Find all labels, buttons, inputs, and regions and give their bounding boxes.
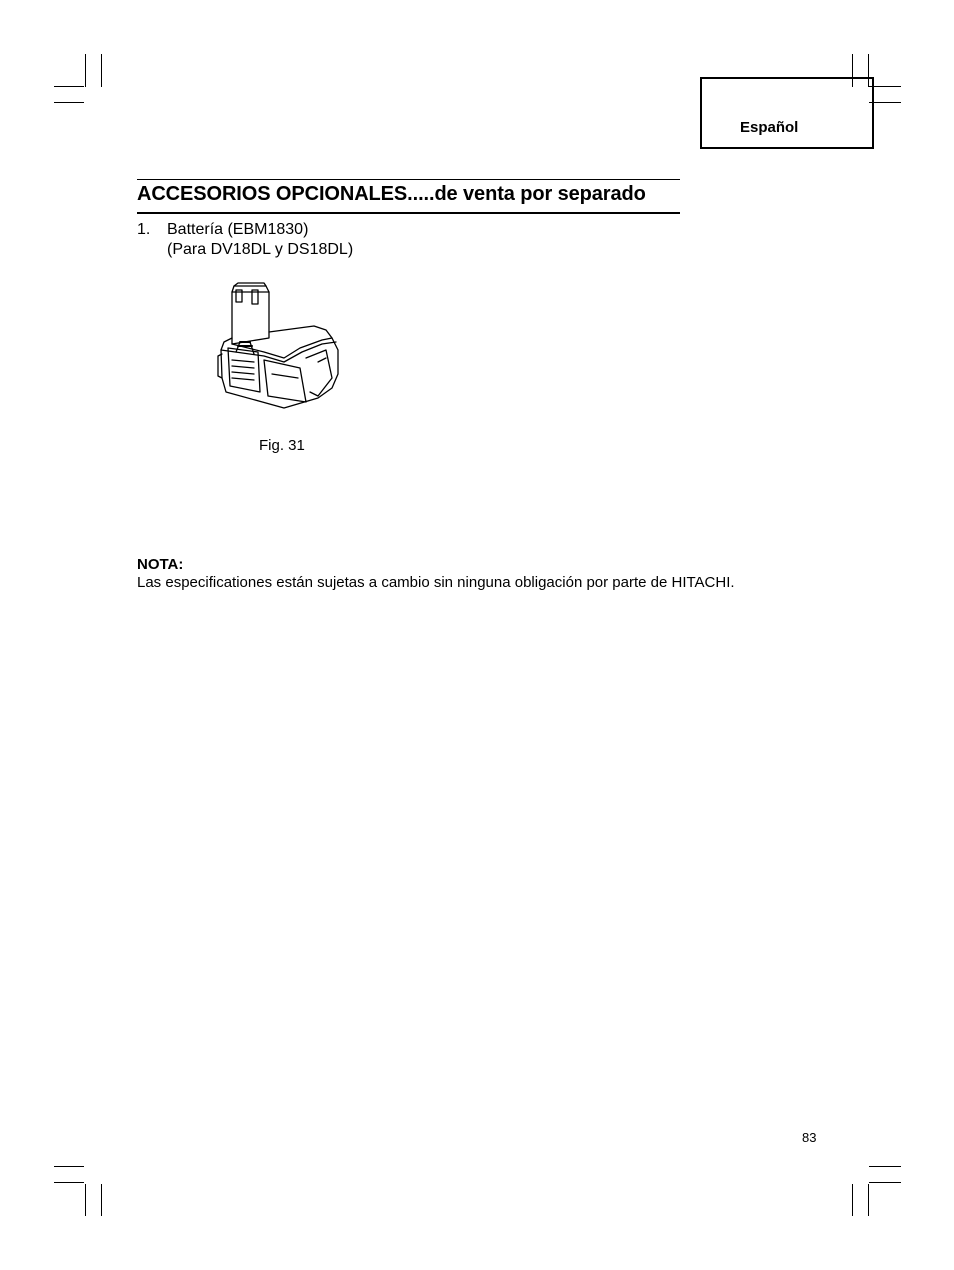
heading-rule-bottom xyxy=(137,212,680,214)
crop-mark xyxy=(852,1184,853,1216)
figure-caption: Fig. 31 xyxy=(259,437,305,454)
note-title: NOTA: xyxy=(137,556,184,573)
language-label: Español xyxy=(740,119,799,136)
crop-mark xyxy=(868,1184,869,1216)
crop-mark xyxy=(54,86,84,87)
page-number: 83 xyxy=(802,1130,817,1145)
heading-rule-top xyxy=(137,179,680,180)
crop-mark xyxy=(101,1184,102,1216)
section-title: ACCESORIOS OPCIONALES.....de venta por separado xyxy=(137,183,646,205)
language-tab xyxy=(700,77,874,149)
crop-mark xyxy=(101,54,102,87)
crop-mark xyxy=(869,1166,901,1167)
crop-mark xyxy=(869,1182,901,1183)
crop-mark xyxy=(54,102,84,103)
battery-illustration xyxy=(214,280,344,412)
list-item-text: Battería (EBM1830) xyxy=(167,221,309,238)
list-item-number: 1. xyxy=(137,221,151,238)
note-text: Las especificationes están sujetas a cambio sin ninguna obligación por parte de HITACHI. xyxy=(137,574,735,591)
crop-mark xyxy=(85,54,86,87)
crop-mark xyxy=(85,1184,86,1216)
crop-mark xyxy=(54,1182,84,1183)
crop-mark xyxy=(54,1166,84,1167)
list-item-subtext: (Para DV18DL y DS18DL) xyxy=(167,241,354,258)
